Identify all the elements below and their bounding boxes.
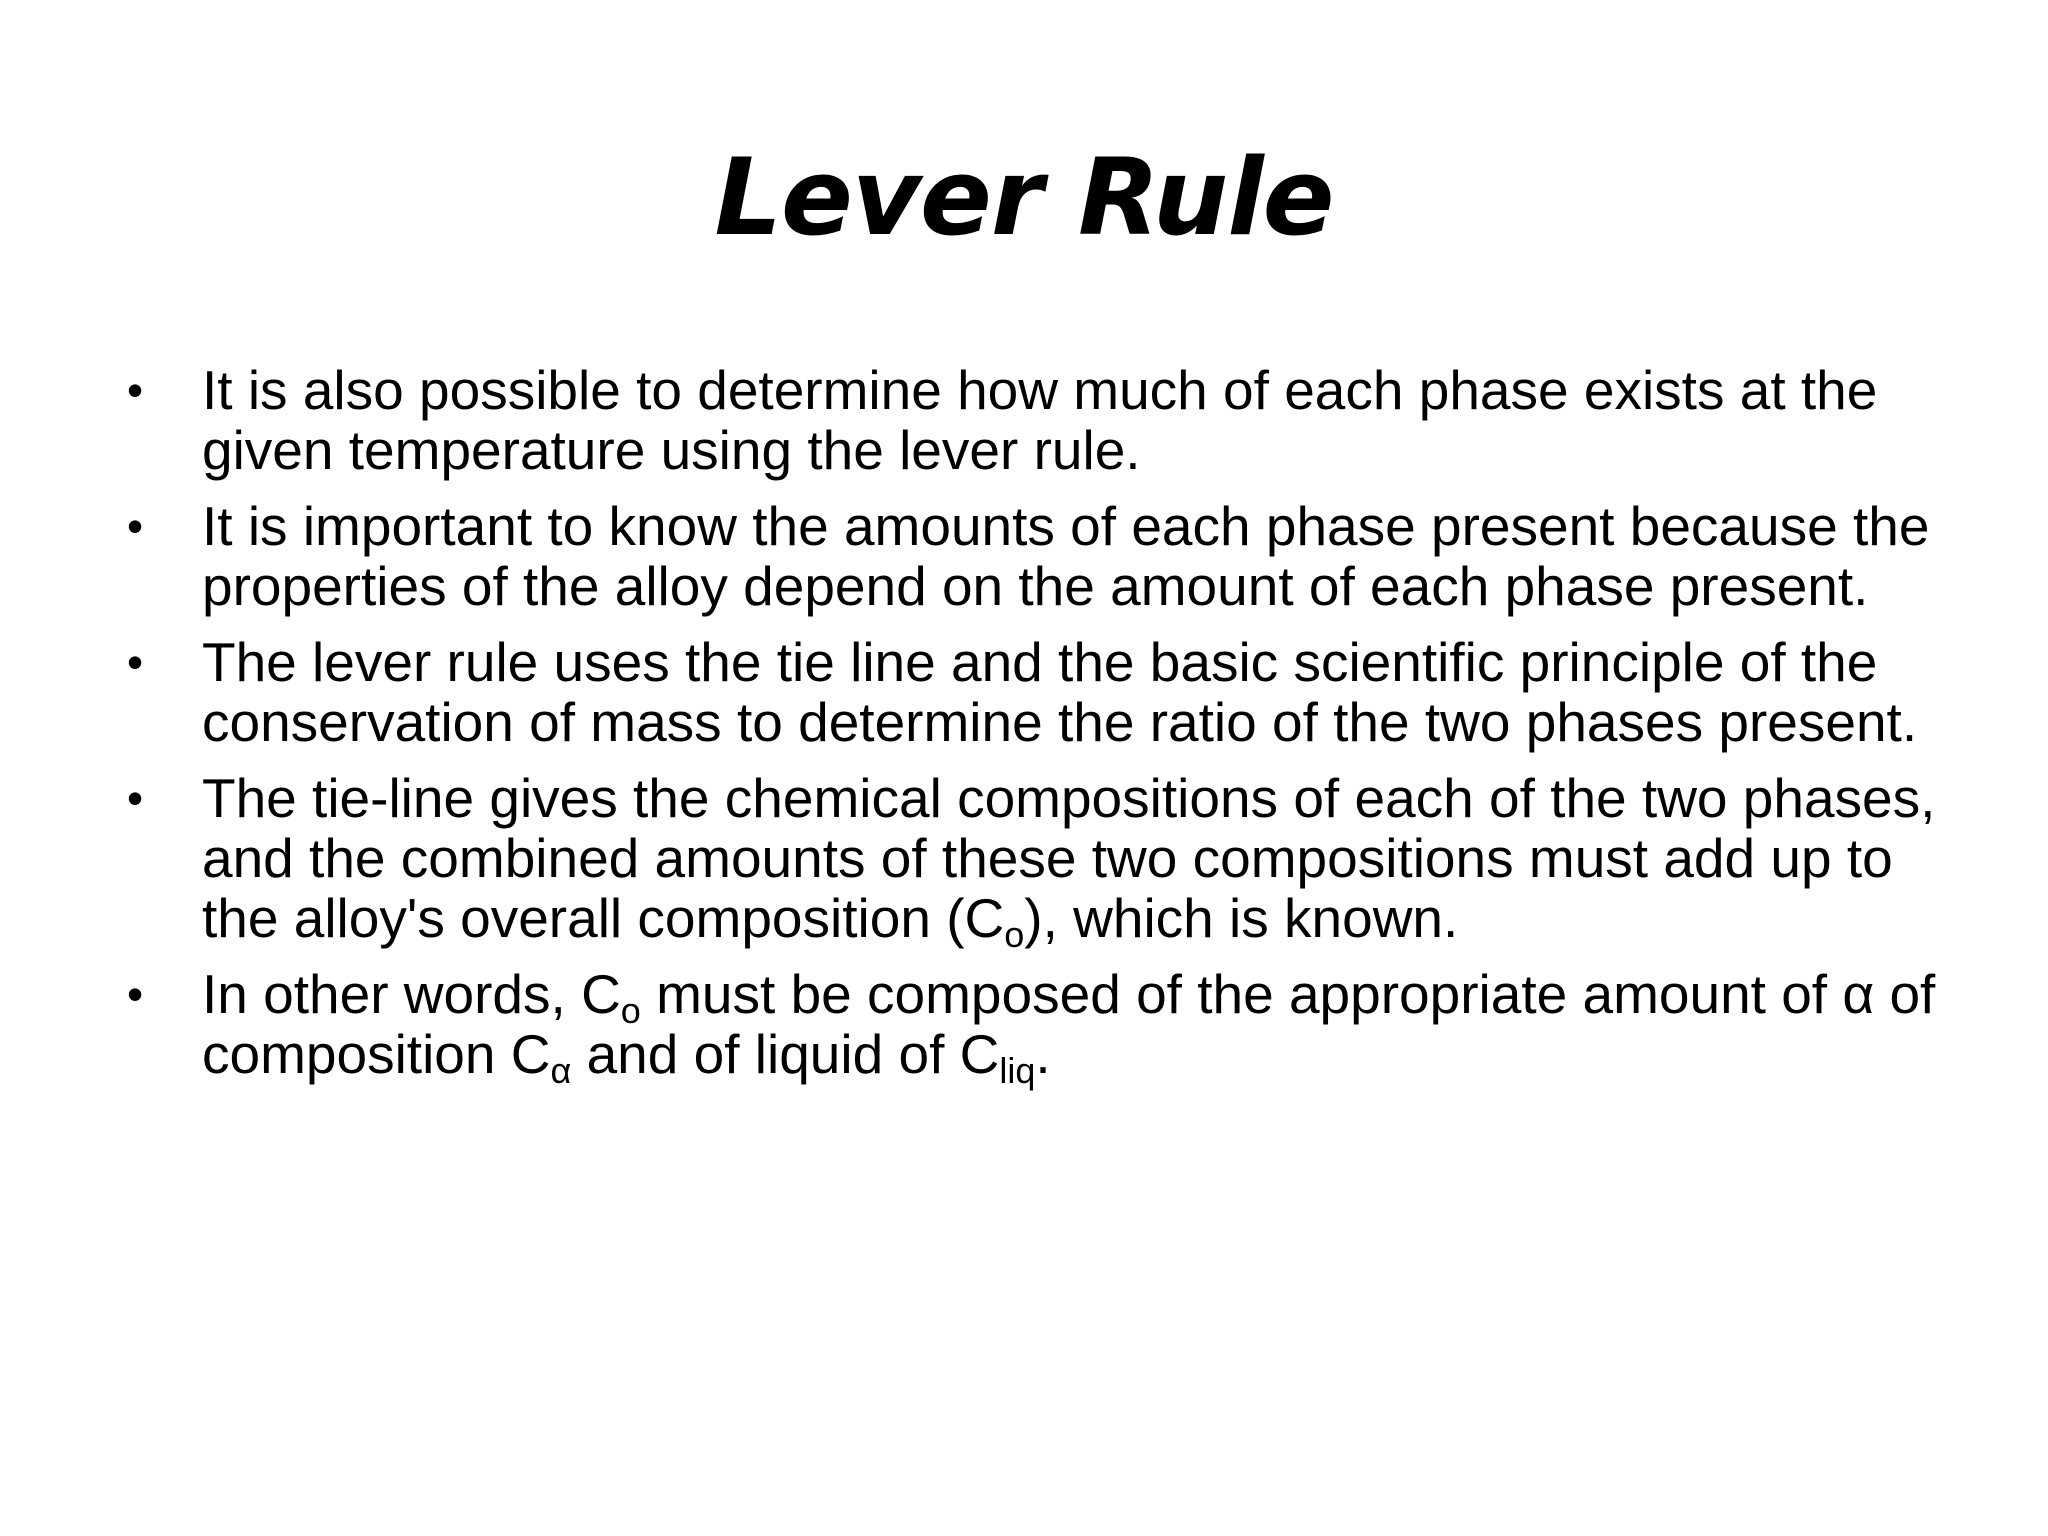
bullet-item-3: [120, 632, 1960, 752]
bullet-text-part: The tie-line gives the chemical compositions of each of the two phases, and the combined amounts of these two compositions must add up to the alloy's overall composition (C: [202, 767, 1936, 949]
bullet-dot-icon: •: [126, 772, 144, 824]
bullet-item-5: [120, 963, 1960, 1091]
subscript-alpha: α: [550, 1050, 572, 1091]
bullet-text: It is important to know the amounts of each phase present because the properties of the alloy depend on the amount of each phase present.: [202, 495, 1930, 617]
bullet-text: The lever rule uses the tie line and the basic scientific principle of the conservation of mass to determine the ratio of the two phases present.: [202, 631, 1918, 753]
bullet-text: [202, 963, 1936, 1091]
bullet-text-part: and of liquid of C: [571, 1023, 1000, 1085]
bullet-text-part: ), which is known.: [1024, 887, 1459, 949]
bullet-dot-icon: •: [126, 364, 144, 416]
subscript-liq: liq: [999, 1050, 1036, 1091]
slide-title: Lever Rule: [714, 136, 1334, 259]
bullet-dot-icon: •: [126, 968, 144, 1020]
bullet-dot-icon: •: [126, 500, 144, 552]
bullet-text-part: In other words, C: [202, 963, 621, 1025]
bullet-item-1: [120, 360, 1960, 480]
bullet-text-part: .: [1035, 1023, 1051, 1085]
subscript-o: o: [1004, 914, 1025, 955]
bullet-text: It is also possible to determine how much of each phase exists at the given temperature using the lever rule.: [202, 359, 1878, 481]
bullet-list: [120, 360, 1960, 1100]
subscript-o: o: [620, 990, 641, 1031]
bullet-item-4: [120, 767, 1960, 955]
bullet-text-part: must be composed of the appropriate amount of α of composition C: [202, 963, 1936, 1085]
bullet-item-2: [120, 496, 1960, 616]
bullet-text: [202, 767, 1936, 955]
bullet-dot-icon: •: [126, 636, 144, 688]
